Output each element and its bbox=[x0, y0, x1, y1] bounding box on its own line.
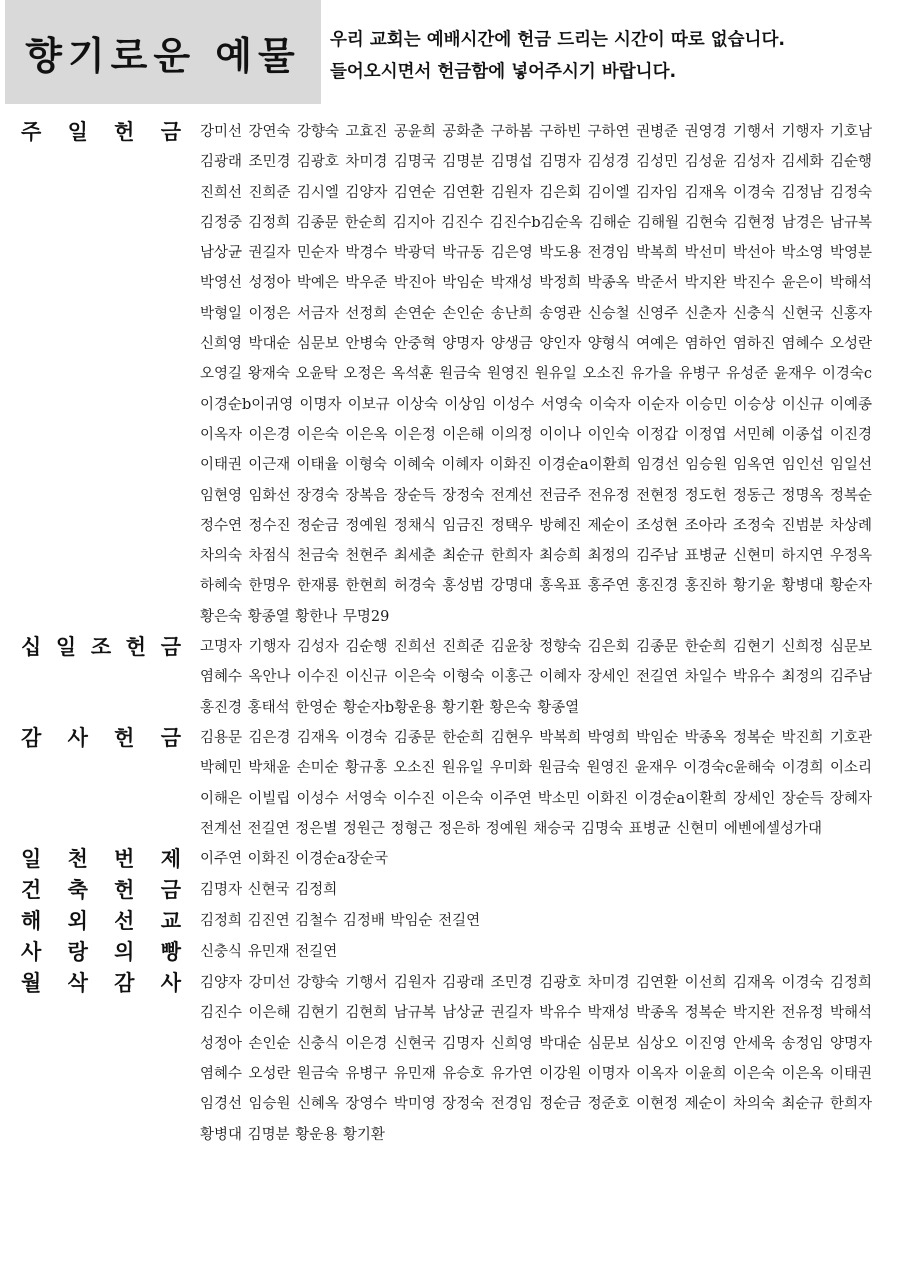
label-char: 금 bbox=[160, 878, 181, 903]
section-monthly-thanksgiving bbox=[0, 968, 900, 1150]
label-char: 번 bbox=[114, 847, 135, 872]
section-names: 김용문 김은경 김재옥 이경숙 김종문 한순희 김현우 박복희 박영희 박임순 박종옥 정복순 박진희 기호관 박혜민 박채윤 손미순 황규홍 오소진 원유일 우미화 원금숙 원영진 윤재우 이경숙c윤해숙 이경희 이소리 이해은 이빌립 이성수 서영숙 이수진 이은숙 이주연 박소민 이화진 이경순a이환희 장세인 장순득 장혜자 전계선 전길연 정은별 정원근 정형근 정은하 정예원 채승국 김명숙 표병균 신현미 에벤에셀성가대 bbox=[200, 729, 872, 837]
section-sunday-offering bbox=[0, 117, 900, 632]
label-char: 빵 bbox=[160, 940, 181, 965]
label-char: 감 bbox=[114, 971, 135, 996]
label-char: 주 bbox=[21, 120, 42, 144]
label-char: 월 bbox=[21, 971, 42, 996]
label-char: 헌 bbox=[125, 635, 147, 660]
section-names: 고명자 기행자 김성자 김순행 진희선 진희준 김윤창 정향숙 김은회 김종문 한순희 김현기 신희정 심문보 염혜수 옥안나 이수진 이신규 이은숙 이형숙 이홍근 이혜자 장세인 전길연 차일수 박유수 최정의 김주남 홍진경 홍태석 한영순 황순자b황운용 황기환 황은숙 황종열 bbox=[200, 639, 872, 716]
label-char: 축 bbox=[67, 878, 88, 903]
section-names: 김양자 강미선 강향숙 기행서 김원자 김광래 조민경 김광호 차미경 김연환 이선희 김재옥 이경숙 김정희 김진수 이은해 김현기 김현희 남규복 남상균 권길자 박유수 박재성 박종옥 정복순 박지완 전유정 박해석 성정아 손인순 신충식 이은경 신현국 김명자 신희영 박대순 심문보 심상오 이진영 안세욱 송정임 양명자 염혜수 오성란 원금숙 유병구 유민재 유승호 유가연 이강원 이명자 이옥자 이윤희 이은숙 이은옥 이태권 임경선 임승원 신혜옥 장영수 박미영 장정숙 전경임 정순금 정준호 이현정 제순이 차의숙 최순규 한희자 황병대 김명분 황운용 황기환 bbox=[200, 975, 872, 1143]
page-title: 향기로운 예물 bbox=[25, 33, 301, 78]
label-char: 교 bbox=[160, 909, 181, 934]
label-char: 사 bbox=[67, 725, 88, 750]
section-thanksgiving-offering bbox=[0, 723, 900, 844]
label-char: 십 bbox=[21, 635, 42, 660]
section-label bbox=[21, 844, 181, 875]
section-bread-of-love bbox=[0, 937, 900, 968]
section-names: 김명자 신현국 김정희 bbox=[200, 882, 338, 899]
section-overseas-mission bbox=[0, 906, 900, 937]
offering-notice bbox=[330, 24, 895, 88]
label-char: 헌 bbox=[114, 878, 135, 903]
section-names: 강미선 강연숙 강향숙 고효진 공윤희 공화춘 구하봄 구하빈 구하연 권병준 권영경 기행서 기행자 기호남 김광래 조민경 김광호 차미경 김명국 김명분 김명섭 김명자 김성경 김성민 김성윤 김성자 김세화 김순행 진희선 진희준 김시엘 김양자 김연순 김연환 김원자 김은회 김이엘 김자임 김재옥 이경숙 김정남 김정숙 김정중 김정희 김종문 한순희 김지아 김진수 김진수b김순옥 김해순 김해월 김현숙 김현정 남경은 남규복 남상균 권길자 민순자 박경수 박광덕 박규동 김은영 박도용 전경임 박복희 박선미 박선아 박소영 박영분 박영선 성정아 박예은 박우준 박진아 박임순 박재성 박정희 박종옥 박준서 박지완 박진수 윤은이 박해석 박형일 이정은 서금자 선정희 손연순 손인순 송난희 송영관 신승철 신영주 신춘자 신충식 신현국 신홍자 신희영 박대순 심문보 안병숙 안중혁 양명자 양생금 양인자 양형식 여예은 염하언 염하진 염혜수 오성란 오영길 왕재숙 오윤탁 오정은 옥석훈 원금숙 원영진 원유일 오소진 유가을 유병구 유성준 윤재우 이경숙c이경순b이귀영 이명자 이보규 이상숙 이상임 이성수 서영숙 이숙자 이순자 이승민 이승상 이신규 이예종 이옥자 이은경 이은숙 이은옥 이은정 이은해 이의정 이이나 이인숙 이정갑 이정엽 서민혜 이종섭 이진경 이태권 이근재 이태율 이형숙 이혜숙 이혜자 이화진 이경순a이환희 임경선 임승원 임옥연 임인선 임일선 임현영 임화선 장경숙 장복음 장순득 장정숙 전계선 전금주 전유정 전현정 정도헌 정동근 정명옥 정복순 정수연 정수진 정순금 정예원 정채식 임금진 정택우 방혜진 제순이 조성현 조아라 조정숙 진범분 차상례 차의숙 차점식 천금숙 천현주 최세춘 최순규 한희자 최승희 최정의 김주남 표병균 신현미 하지연 우정옥 하혜숙 한명우 한재룡 한현희 허경숙 홍성범 강명대 홍옥표 홍주연 홍진경 홍진하 황기윤 황병대 황순자 황은숙 황종열 황한나 무명29 bbox=[200, 124, 872, 625]
section-label bbox=[21, 937, 181, 968]
title-banner bbox=[5, 0, 321, 104]
section-label bbox=[21, 723, 181, 754]
section-label bbox=[21, 875, 181, 906]
label-char: 헌 bbox=[114, 725, 135, 750]
label-char: 일 bbox=[67, 120, 88, 144]
label-char: 삭 bbox=[67, 971, 88, 996]
label-char: 해 bbox=[21, 909, 42, 934]
label-char: 금 bbox=[160, 725, 181, 750]
label-char: 사 bbox=[21, 940, 42, 965]
section-label bbox=[21, 906, 181, 937]
section-names: 김정희 김진연 김철수 김정배 박임순 전길연 bbox=[200, 913, 481, 930]
label-char: 선 bbox=[114, 909, 135, 934]
label-char: 금 bbox=[160, 635, 181, 660]
section-tithe bbox=[0, 632, 900, 723]
label-char: 조 bbox=[90, 635, 112, 660]
label-char: 금 bbox=[160, 120, 181, 144]
label-char: 제 bbox=[160, 847, 181, 872]
section-label bbox=[21, 117, 181, 148]
label-char: 천 bbox=[67, 847, 88, 872]
label-char: 외 bbox=[67, 909, 88, 934]
section-names: 이주연 이화진 이경순a장순국 bbox=[200, 851, 388, 868]
label-char: 건 bbox=[21, 878, 42, 903]
section-building-fund bbox=[0, 875, 900, 906]
label-char: 일 bbox=[55, 635, 77, 660]
label-char: 랑 bbox=[67, 940, 88, 965]
section-label bbox=[21, 968, 181, 999]
label-char: 사 bbox=[160, 971, 181, 996]
label-char: 헌 bbox=[114, 120, 135, 144]
label-char: 감 bbox=[21, 725, 42, 750]
notice-line-2: 들어오시면서 헌금함에 넣어주시기 바랍니다. bbox=[330, 62, 677, 82]
section-names: 신충식 유민재 전길연 bbox=[200, 944, 338, 961]
section-thousand-offerings bbox=[0, 844, 900, 875]
label-char: 의 bbox=[114, 940, 135, 965]
notice-line-1: 우리 교회는 예배시간에 헌금 드리는 시간이 따로 없습니다. bbox=[330, 30, 786, 50]
section-label bbox=[21, 632, 181, 663]
label-char: 일 bbox=[21, 847, 42, 872]
offering-sections bbox=[0, 117, 900, 1150]
